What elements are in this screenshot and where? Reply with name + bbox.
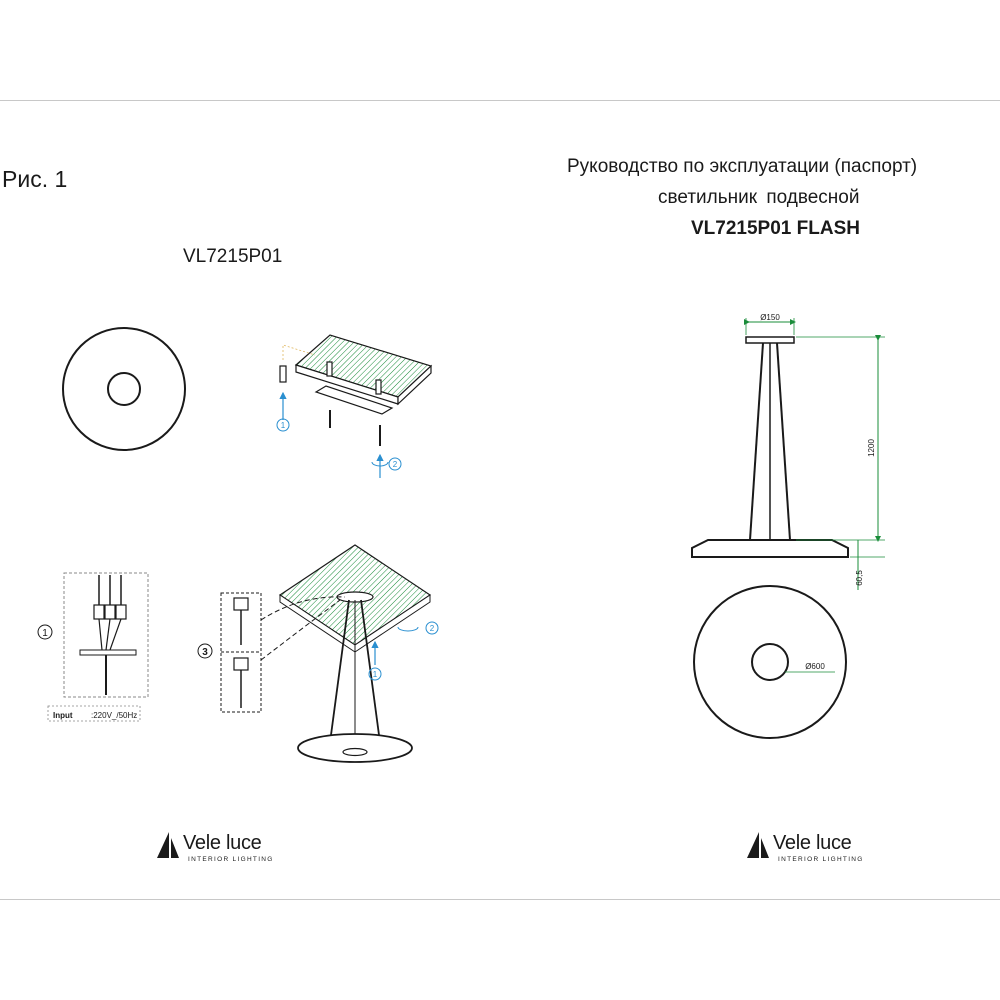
canopy-diameter: Ø150 [760,313,780,322]
height-dimension: 1200 [867,439,876,457]
brand-logo-left [155,830,295,870]
brand-logo-right [745,830,885,870]
top-view-disc-small [63,328,185,450]
brand-tagline: INTERIOR LIGHTING [188,856,274,863]
brand-name: Vele luce [773,832,852,854]
manual-title: Руководство по эксплуатации (паспорт) [567,156,918,177]
step3-marker: 3 [202,647,208,658]
mounting-plate-diagram [277,335,431,478]
step2-marker: 2 [392,460,398,469]
product-name: VL7215P01 FLASH [691,218,860,239]
sail-icon [155,830,181,860]
figure-label: Рис. 1 [2,166,68,192]
wiring-step-marker: 1 [42,628,48,639]
step1-marker: 1 [280,421,286,430]
assembly-step2-marker: 2 [429,624,435,633]
brand-tagline: INTERIOR LIGHTING [778,856,864,863]
assembly-step1-marker: 1 [372,670,378,679]
wiring-diagram [38,573,148,721]
product-type: светильник подвесной [658,187,860,208]
brand-name: Vele luce [183,832,262,854]
disc-diameter: Ø600 [805,662,825,671]
input-value: :220V_/50Hz [91,711,138,720]
input-label: Input [53,711,73,720]
disc-height-dimension: 60,5 [855,570,864,586]
model-number: VL7215P01 [183,246,283,267]
assembly-diagram [198,545,438,762]
side-view-drawing [692,318,885,590]
sail-icon [745,830,771,860]
